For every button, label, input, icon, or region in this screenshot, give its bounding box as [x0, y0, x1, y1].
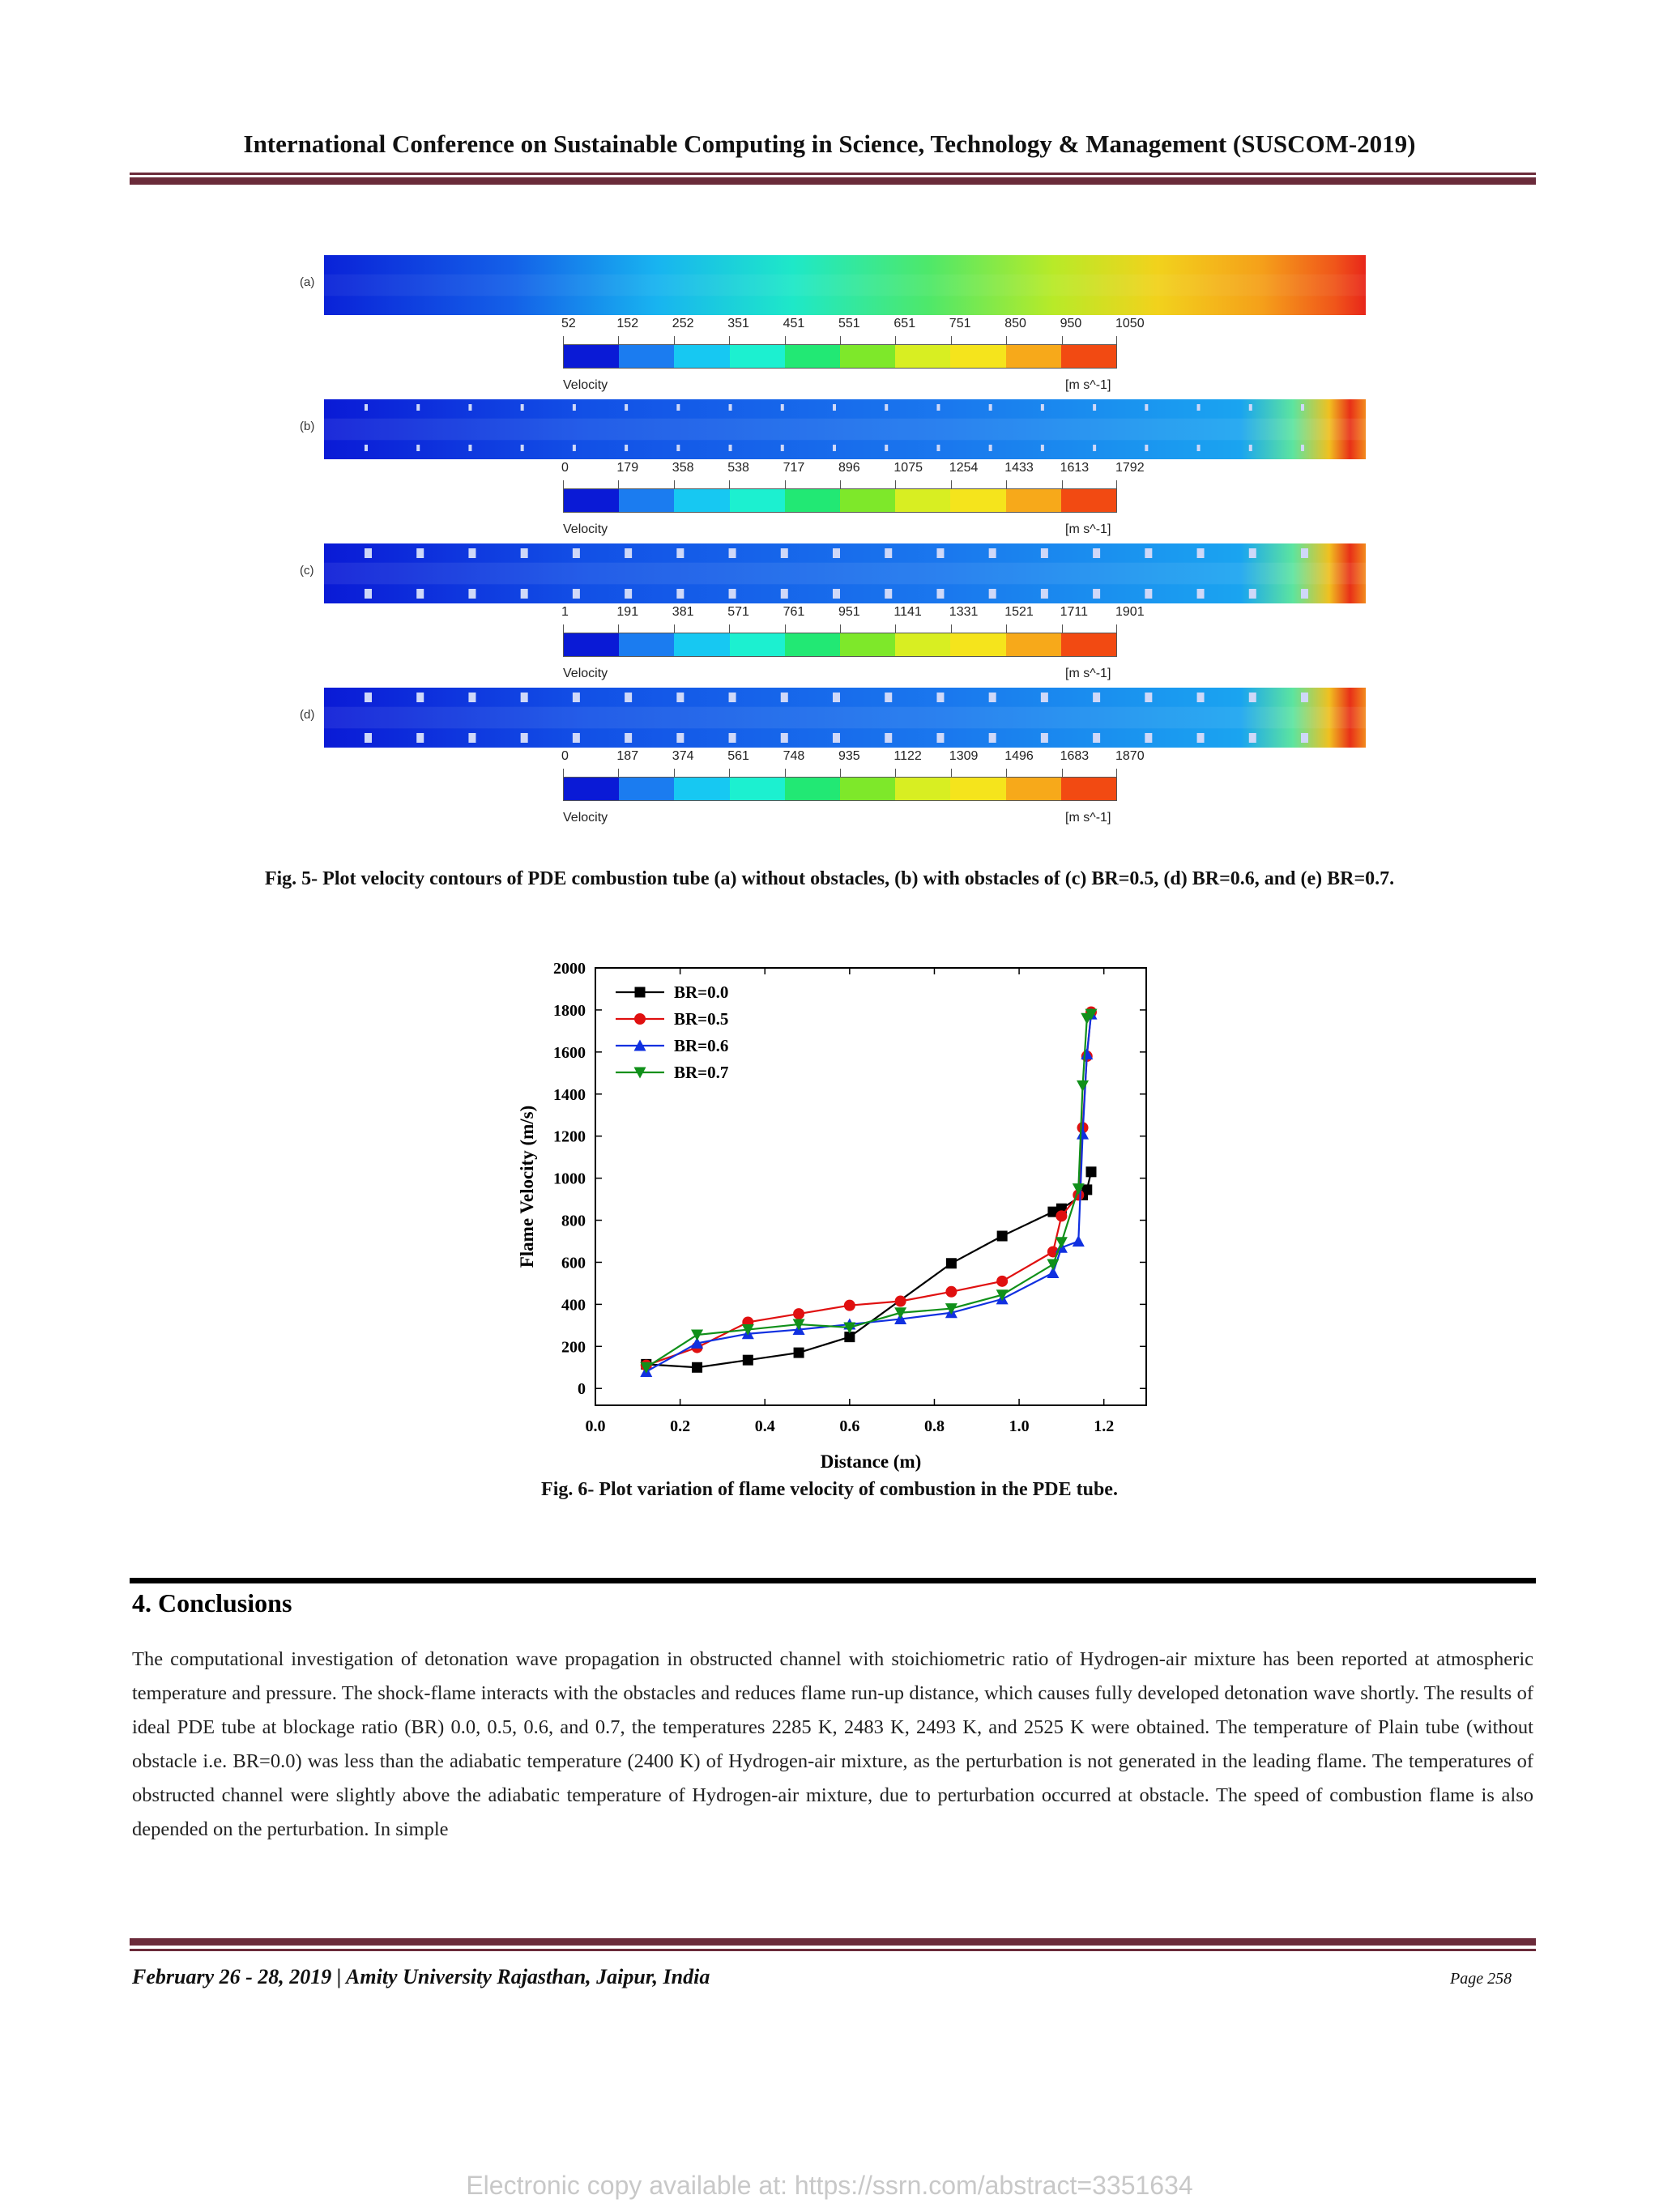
colorbar-tick-label: 1870	[1115, 749, 1145, 763]
ssrn-watermark: Electronic copy available at: https://ssrn.com/abstract=3351634	[466, 2171, 1193, 2200]
obstacle	[676, 445, 680, 451]
colorbar-tick-label: 850	[1004, 317, 1026, 330]
y-tick-label: 1200	[553, 1127, 586, 1146]
obstacle	[416, 733, 424, 743]
x-tick-label: 1.0	[1009, 1417, 1030, 1435]
obstacle	[365, 404, 368, 411]
colorbar-label: Velocity	[563, 811, 608, 825]
colorbar-tick-label: 1122	[893, 749, 922, 763]
obstacle	[885, 548, 892, 558]
y-axis-label: Flame Velocity (m/s)	[517, 1105, 537, 1268]
obstacle	[885, 589, 892, 599]
x-tick-label: 0.2	[670, 1417, 691, 1435]
legend-label: BR=0.6	[674, 1036, 729, 1055]
panel-letter: (a)	[300, 275, 315, 289]
obstacle	[365, 733, 372, 743]
x-tick-label: 0.8	[923, 1417, 945, 1435]
colorbar-tick-label: 0	[561, 749, 569, 763]
colorbar-tick-marks	[563, 624, 1117, 633]
legend-label: BR=0.0	[674, 982, 729, 1002]
obstacle	[989, 733, 996, 743]
figure-6-chart	[510, 948, 1158, 1474]
legend-label: BR=0.7	[674, 1063, 729, 1082]
x-tick-label: 0.4	[754, 1417, 775, 1435]
obstacle	[521, 693, 528, 702]
obstacle	[1145, 693, 1152, 702]
obstacle	[833, 733, 840, 743]
obstacle	[468, 693, 476, 702]
obstacle	[1041, 733, 1048, 743]
conclusions-paragraph: The computational investigation of detonation wave propagation in obstructed channel with stoichiometric ratio of Hydrogen-air mixture has been reported at atmospheric temperature and pressure. The shock-flame interacts with the obstacles and reduces flame run-up distance, which causes fully developed detonation wave shortly. The results of ideal PDE tube at blockage ratio (BR) 0.0, 0.5, 0.6, and 0.7, the temperatures 2285 K, 2483 K, 2493 K, and 2525 K were obtained. The temperature of Plain tube (without obstacle i.e. BR=0.0) was less than the adiabatic temperature (2400 K) of Hydrogen-air mixture, as the perturbation is not generated in the leading flame. The temperatures of obstructed channel were slightly above the adiabatic temperature of Hydrogen-air mixture, due to perturbation occurred at obstacle. The speed of combustion flame is also depended on the perturbation. In simple	[132, 1648, 1533, 1840]
obstacle	[833, 693, 840, 702]
obstacle	[676, 589, 684, 599]
colorbar-tick-label: 52	[561, 317, 576, 330]
colorbar-tick-label: 1433	[1004, 461, 1034, 475]
velocity-contour-tube	[324, 688, 1366, 748]
obstacle	[833, 548, 840, 558]
figure-6-caption: Fig. 6- Plot variation of flame velocity of combustion in the PDE tube.	[541, 1479, 1118, 1500]
obstacle	[1041, 693, 1048, 702]
y-tick-label: 800	[561, 1212, 586, 1230]
obstacle	[781, 693, 788, 702]
colorbar-tick-label: 748	[783, 749, 805, 763]
obstacle	[1249, 733, 1256, 743]
obstacle	[1197, 693, 1205, 702]
obstacle	[1301, 693, 1308, 702]
colorbar-unit: [m s^-1]	[1065, 667, 1111, 680]
obstacle	[1041, 548, 1048, 558]
colorbar-tick-label: 381	[672, 605, 694, 619]
panel-letter: (d)	[300, 708, 315, 722]
colorbar-tick-label: 358	[672, 461, 694, 475]
obstacle	[365, 445, 368, 451]
footer-rule-thin	[130, 1949, 1536, 1951]
obstacle	[1041, 589, 1048, 599]
obstacle	[885, 445, 888, 451]
colorbar-tick-label: 1141	[893, 605, 922, 619]
colorbar-tick-label: 1050	[1115, 317, 1145, 330]
colorbar-tick-label: 1901	[1115, 605, 1145, 619]
panel-letter: (c)	[300, 564, 314, 578]
obstacle	[625, 445, 628, 451]
obstacle	[521, 445, 524, 451]
flame-velocity-chart	[510, 948, 1158, 1474]
colorbar-tick-label: 561	[727, 749, 749, 763]
y-tick-label: 1600	[553, 1043, 586, 1062]
header-rule-thick	[130, 177, 1536, 185]
obstacle	[936, 733, 944, 743]
obstacle	[729, 733, 736, 743]
obstacle	[1041, 445, 1044, 451]
colorbar-tick-label: 1331	[949, 605, 979, 619]
obstacle	[989, 693, 996, 702]
obstacle	[416, 404, 420, 411]
data-point-series-1	[1056, 1210, 1067, 1221]
obstacle	[573, 445, 576, 451]
data-point-series-3	[1077, 1080, 1089, 1092]
legend-marker	[634, 1013, 646, 1025]
obstacle	[365, 589, 372, 599]
obstacle	[1093, 445, 1096, 451]
y-tick-label: 0	[578, 1380, 586, 1399]
legend-marker	[635, 987, 646, 998]
obstacle	[676, 404, 680, 411]
colorbar-tick-label: 717	[783, 461, 805, 475]
panel-letter: (b)	[300, 420, 315, 433]
colorbar-unit: [m s^-1]	[1065, 811, 1111, 825]
colorbar-tick-label: 191	[616, 605, 639, 619]
colorbar-tick-labels	[563, 749, 1146, 765]
obstacle	[365, 693, 372, 702]
obstacle	[468, 548, 476, 558]
obstacle	[1197, 733, 1205, 743]
obstacle	[1249, 404, 1252, 411]
colorbar-tick-labels	[563, 317, 1146, 333]
obstacle	[1301, 404, 1304, 411]
obstacle	[521, 733, 528, 743]
data-point-series-1	[844, 1300, 855, 1311]
colorbar-tick-label: 1683	[1060, 749, 1090, 763]
obstacle	[989, 589, 996, 599]
obstacle	[885, 404, 888, 411]
obstacle	[781, 589, 788, 599]
y-tick-label: 2000	[553, 960, 586, 978]
obstacle	[1093, 548, 1100, 558]
obstacle	[936, 693, 944, 702]
obstacle	[416, 445, 420, 451]
colorbar-tick-label: 651	[893, 317, 916, 330]
obstacle	[781, 404, 784, 411]
data-point-series-0	[946, 1258, 957, 1268]
obstacle	[416, 589, 424, 599]
obstacle	[416, 548, 424, 558]
colorbar-tick-label: 896	[838, 461, 860, 475]
obstacle	[1197, 589, 1205, 599]
contour-panel-c	[300, 535, 1377, 680]
obstacle	[676, 733, 684, 743]
figure-5-caption: Fig. 5- Plot velocity contours of PDE combustion tube (a) without obstacles, (b) with obstacles of (c) BR=0.5, (d) BR=0.6, and (e) BR=0.7.	[264, 868, 1395, 889]
colorbar-tick-label: 1075	[893, 461, 923, 475]
obstacle	[729, 445, 732, 451]
y-tick-label: 600	[561, 1254, 586, 1272]
obstacle	[729, 693, 736, 702]
colorbar-label: Velocity	[563, 378, 608, 392]
colorbar-tick-label: 1254	[949, 461, 979, 475]
data-point-series-0	[794, 1348, 804, 1358]
obstacle	[1197, 404, 1201, 411]
obstacle	[885, 733, 892, 743]
obstacle	[936, 404, 940, 411]
colorbar-tick-label: 187	[616, 749, 639, 763]
obstacle	[468, 404, 471, 411]
obstacle	[1249, 589, 1256, 599]
colorbar-label: Velocity	[563, 522, 608, 536]
x-tick-label: 0.0	[585, 1417, 606, 1435]
data-point-series-1	[793, 1308, 804, 1319]
colorbar-tick-label: 1521	[1004, 605, 1034, 619]
colorbar-tick-label: 1711	[1060, 605, 1088, 619]
legend-label: BR=0.5	[674, 1009, 729, 1029]
obstacle	[989, 548, 996, 558]
colorbar-tick-label: 351	[727, 317, 749, 330]
colorbar-tick-label: 152	[616, 317, 639, 330]
colorbar-tick-label: 761	[783, 605, 805, 619]
colorbar-strip	[563, 488, 1117, 513]
footer-venue: February 26 - 28, 2019 | Amity University Rajasthan, Jaipur, India	[132, 1965, 710, 1988]
data-point-series-1	[895, 1295, 906, 1306]
obstacle	[833, 404, 836, 411]
colorbar-strip	[563, 344, 1117, 369]
colorbar-tick-label: 571	[727, 605, 749, 619]
obstacle	[468, 445, 471, 451]
contour-panel-d	[300, 680, 1377, 824]
colorbar-tick-label: 1792	[1115, 461, 1145, 475]
colorbar-strip	[563, 633, 1117, 657]
data-point-series-2	[1073, 1235, 1085, 1247]
contour-panel-a	[300, 247, 1377, 391]
colorbar-label: Velocity	[563, 667, 608, 680]
obstacle	[1249, 445, 1252, 451]
obstacle	[885, 693, 892, 702]
y-tick-label: 1000	[553, 1170, 586, 1188]
x-tick-label: 0.6	[839, 1417, 860, 1435]
obstacle	[676, 548, 684, 558]
obstacle	[1041, 404, 1044, 411]
colorbar-tick-label: 935	[838, 749, 860, 763]
colorbar-tick-label: 179	[616, 461, 639, 475]
series-line-0	[646, 1172, 1091, 1367]
obstacle	[573, 548, 580, 558]
obstacle	[1197, 548, 1205, 558]
section-rule	[130, 1578, 1536, 1583]
colorbar-tick-marks	[563, 336, 1117, 344]
obstacle	[625, 548, 632, 558]
obstacle	[989, 445, 992, 451]
obstacle	[1197, 445, 1201, 451]
colorbar-tick-label: 451	[783, 317, 805, 330]
data-point-series-1	[945, 1286, 957, 1298]
obstacle	[468, 733, 476, 743]
contour-panel-b	[300, 391, 1377, 535]
obstacle	[1093, 589, 1100, 599]
plot-frame	[595, 968, 1146, 1405]
colorbar-tick-label: 538	[727, 461, 749, 475]
y-tick-label: 1400	[553, 1085, 586, 1104]
obstacle	[833, 445, 836, 451]
obstacle	[521, 404, 524, 411]
obstacle	[573, 589, 580, 599]
obstacle	[573, 693, 580, 702]
y-tick-label: 200	[561, 1338, 586, 1357]
colorbar-unit: [m s^-1]	[1065, 522, 1111, 536]
obstacle	[1093, 693, 1100, 702]
obstacle	[1301, 445, 1304, 451]
conference-title: International Conference on Sustainable Computing in Science, Technology & Management (SUSCOM-2019)	[243, 130, 1416, 158]
obstacle	[1145, 404, 1148, 411]
obstacle	[936, 548, 944, 558]
obstacle	[1301, 548, 1308, 558]
obstacle	[625, 404, 628, 411]
obstacle	[989, 404, 992, 411]
obstacle	[1145, 548, 1152, 558]
x-axis-label: Distance (m)	[820, 1451, 922, 1472]
obstacle	[729, 589, 736, 599]
obstacle	[625, 693, 632, 702]
section-heading: 4. Conclusions	[132, 1588, 292, 1617]
colorbar-tick-label: 551	[838, 317, 860, 330]
velocity-contour-tube	[324, 543, 1366, 603]
obstacle	[1301, 589, 1308, 599]
obstacle	[1093, 733, 1100, 743]
colorbar-unit: [m s^-1]	[1065, 378, 1111, 392]
colorbar-tick-label: 374	[672, 749, 694, 763]
obstacle	[1249, 693, 1256, 702]
obstacle	[676, 693, 684, 702]
obstacle	[729, 404, 732, 411]
obstacle	[521, 589, 528, 599]
figure-5	[300, 247, 1377, 838]
obstacle	[1249, 548, 1256, 558]
obstacle	[625, 589, 632, 599]
obstacle	[729, 548, 736, 558]
obstacle	[625, 733, 632, 743]
footer-rule-thick	[130, 1938, 1536, 1946]
obstacle	[833, 589, 840, 599]
data-point-series-3	[1047, 1259, 1059, 1271]
obstacle	[1301, 733, 1308, 743]
obstacle	[573, 404, 576, 411]
colorbar-tick-label: 1496	[1004, 749, 1034, 763]
colorbar-tick-label: 751	[949, 317, 971, 330]
y-tick-label: 1800	[553, 1001, 586, 1020]
colorbar-tick-label: 0	[561, 461, 569, 475]
data-point-series-0	[743, 1355, 753, 1366]
obstacle	[468, 589, 476, 599]
obstacle	[1093, 404, 1096, 411]
obstacle	[781, 445, 784, 451]
data-point-series-0	[1086, 1166, 1097, 1177]
obstacle	[781, 548, 788, 558]
data-point-series-0	[997, 1231, 1008, 1242]
page-number: Page 258	[1450, 1970, 1512, 1988]
colorbar-tick-label: 1	[561, 605, 569, 619]
obstacle	[1145, 733, 1152, 743]
obstacle	[936, 445, 940, 451]
data-point-series-0	[692, 1362, 702, 1373]
velocity-contour-tube	[324, 399, 1366, 459]
obstacle	[365, 548, 372, 558]
colorbar-tick-labels	[563, 461, 1146, 477]
colorbar-tick-label: 1613	[1060, 461, 1090, 475]
velocity-contour-tube	[324, 255, 1366, 315]
colorbar-tick-label: 950	[1060, 317, 1082, 330]
colorbar-strip	[563, 777, 1117, 801]
colorbar-tick-label: 1309	[949, 749, 979, 763]
obstacle	[1145, 445, 1148, 451]
obstacle	[416, 693, 424, 702]
obstacle	[781, 733, 788, 743]
obstacle	[1145, 589, 1152, 599]
obstacle	[521, 548, 528, 558]
x-tick-label: 1.2	[1094, 1417, 1115, 1435]
colorbar-tick-label: 951	[838, 605, 860, 619]
header-rule-thin	[130, 173, 1536, 175]
obstacle	[936, 589, 944, 599]
colorbar-tick-labels	[563, 605, 1146, 621]
colorbar-tick-marks	[563, 769, 1117, 777]
colorbar-tick-label: 252	[672, 317, 694, 330]
obstacle	[573, 733, 580, 743]
data-point-series-1	[996, 1276, 1008, 1287]
colorbar-tick-marks	[563, 480, 1117, 488]
y-tick-label: 400	[561, 1296, 586, 1315]
